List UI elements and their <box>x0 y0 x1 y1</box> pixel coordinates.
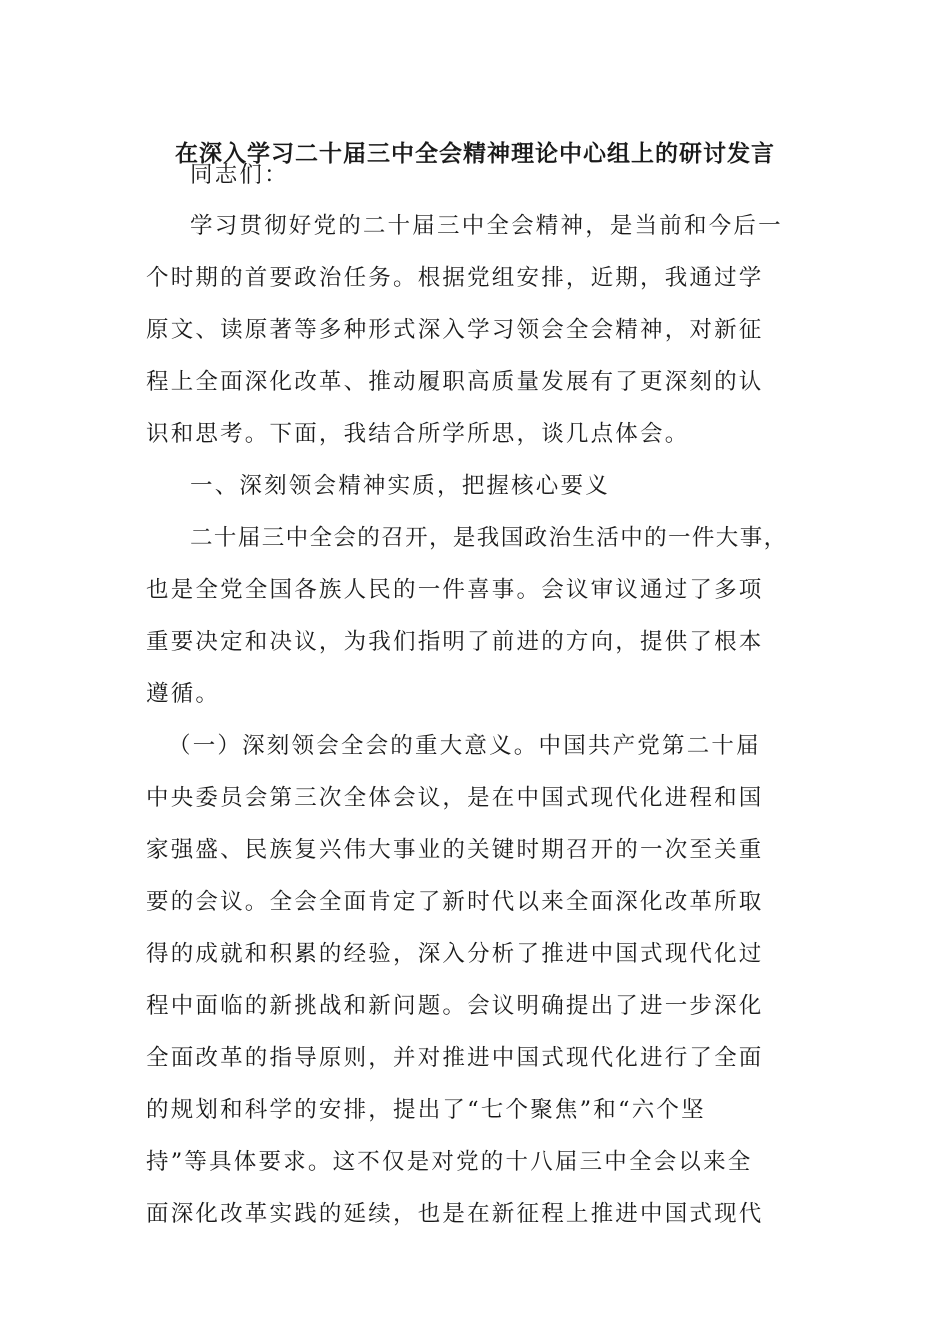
paragraph-line: 原文、读原著等多种形式深入学习领会全会精神，对新征 <box>146 317 764 343</box>
paragraph-line: 个时期的首要政治任务。根据党组安排，近期，我通过学 <box>146 265 764 291</box>
paragraph-line: 程中面临的新挑战和新问题。会议明确提出了进一步深化 <box>146 993 764 1019</box>
subsection-line: （一）深刻领会全会的重大意义。中国共产党第二十届 <box>168 733 761 759</box>
paragraph-line: 识和思考。下面，我结合所学所思，谈几点体会。 <box>146 421 690 447</box>
paragraph-line: 程上全面深化改革、推动履职高质量发展有了更深刻的认 <box>146 369 764 395</box>
paragraph-line: 得的成就和积累的经验，深入分析了推进中国式现代化过 <box>146 941 764 967</box>
paragraph-line: 中央委员会第三次全体会议，是在中国式现代化进程和国 <box>146 785 764 811</box>
paragraph-line: 遵循。 <box>146 681 221 707</box>
paragraph-line: 的规划和科学的安排，提出了“七个聚焦”和“六个坚 <box>146 1097 706 1123</box>
paragraph-line: 要的会议。全会全面肯定了新时代以来全面深化改革所取 <box>146 889 764 915</box>
paragraph-line: 全面改革的指导原则，并对推进中国式现代化进行了全面 <box>146 1045 764 1071</box>
section-heading: 一、深刻领会精神实质，把握核心要义 <box>190 473 610 499</box>
paragraph-line: 也是全党全国各族人民的一件喜事。会议审议通过了多项 <box>146 577 764 603</box>
paragraph-line: 家强盛、民族复兴伟大事业的关键时期召开的一次至关重 <box>146 837 764 863</box>
salutation: 同志们： <box>190 162 289 188</box>
paragraph-line: 学习贯彻好党的二十届三中全会精神，是当前和今后一 <box>190 213 783 239</box>
paragraph-line: 二十届三中全会的召开，是我国政治生活中的一件大事， <box>190 525 788 551</box>
document-title: 在深入学习二十届三中全会精神理论中心组上的研讨发言 <box>175 141 775 167</box>
paragraph-line: 面深化改革实践的延续，也是在新征程上推进中国式现代 <box>146 1201 764 1227</box>
paragraph-line: 持”等具体要求。这不仅是对党的十八届三中全会以来全 <box>146 1149 753 1175</box>
paragraph-line: 重要决定和决议，为我们指明了前进的方向，提供了根本 <box>146 629 764 655</box>
